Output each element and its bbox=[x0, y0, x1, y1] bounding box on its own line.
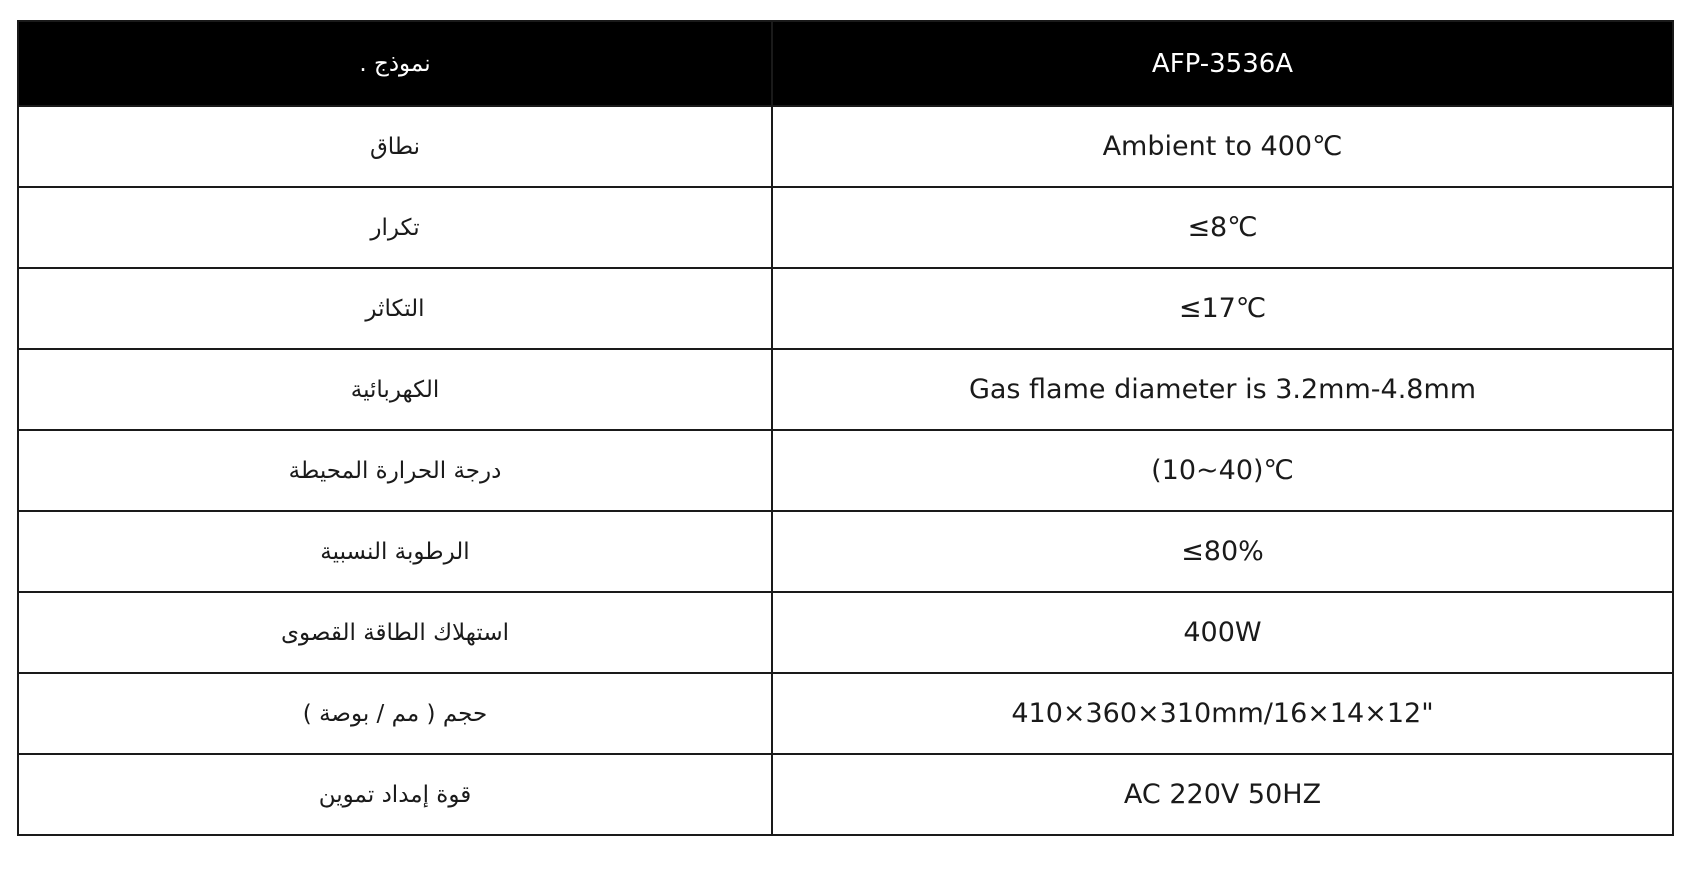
row-label: قوة إمداد تموين bbox=[18, 754, 772, 835]
row-value: (10~40)℃ bbox=[772, 430, 1673, 511]
spec-table bbox=[17, 20, 1674, 836]
header-model: AFP-3536A bbox=[1151, 48, 1294, 79]
row-label: تكرار bbox=[18, 187, 772, 268]
row-value: AC 220V 50HZ bbox=[772, 754, 1673, 835]
row-label: التكاثر bbox=[18, 268, 772, 349]
row-label: درجة الحرارة المحيطة bbox=[18, 430, 772, 511]
row-value: 410×360×310mm/16×14×12" bbox=[772, 673, 1673, 754]
row-label: الكهربائية bbox=[18, 349, 772, 430]
table-row bbox=[18, 349, 1673, 430]
table-row bbox=[18, 106, 1673, 187]
header-label-cell bbox=[18, 21, 772, 106]
row-value: Gas flame diameter is 3.2mm-4.8mm bbox=[772, 349, 1673, 430]
table-row bbox=[18, 673, 1673, 754]
table-row bbox=[18, 754, 1673, 835]
header-label: نموذج . bbox=[359, 50, 431, 77]
row-value: Ambient to 400℃ bbox=[772, 106, 1673, 187]
row-label: استهلاك الطاقة القصوى bbox=[18, 592, 772, 673]
row-value: ≤17℃ bbox=[772, 268, 1673, 349]
row-label: الرطوبة النسبية bbox=[18, 511, 772, 592]
table-row bbox=[18, 592, 1673, 673]
table-header-row bbox=[18, 21, 1673, 106]
table-row bbox=[18, 511, 1673, 592]
row-value: ≤80% bbox=[772, 511, 1673, 592]
table-row bbox=[18, 268, 1673, 349]
row-label: حجم ( مم / بوصة ) bbox=[18, 673, 772, 754]
table-row bbox=[18, 187, 1673, 268]
row-value: 400W bbox=[772, 592, 1673, 673]
row-value: ≤8℃ bbox=[772, 187, 1673, 268]
header-value-cell bbox=[772, 21, 1673, 106]
table-row bbox=[18, 430, 1673, 511]
row-label: نطاق bbox=[18, 106, 772, 187]
